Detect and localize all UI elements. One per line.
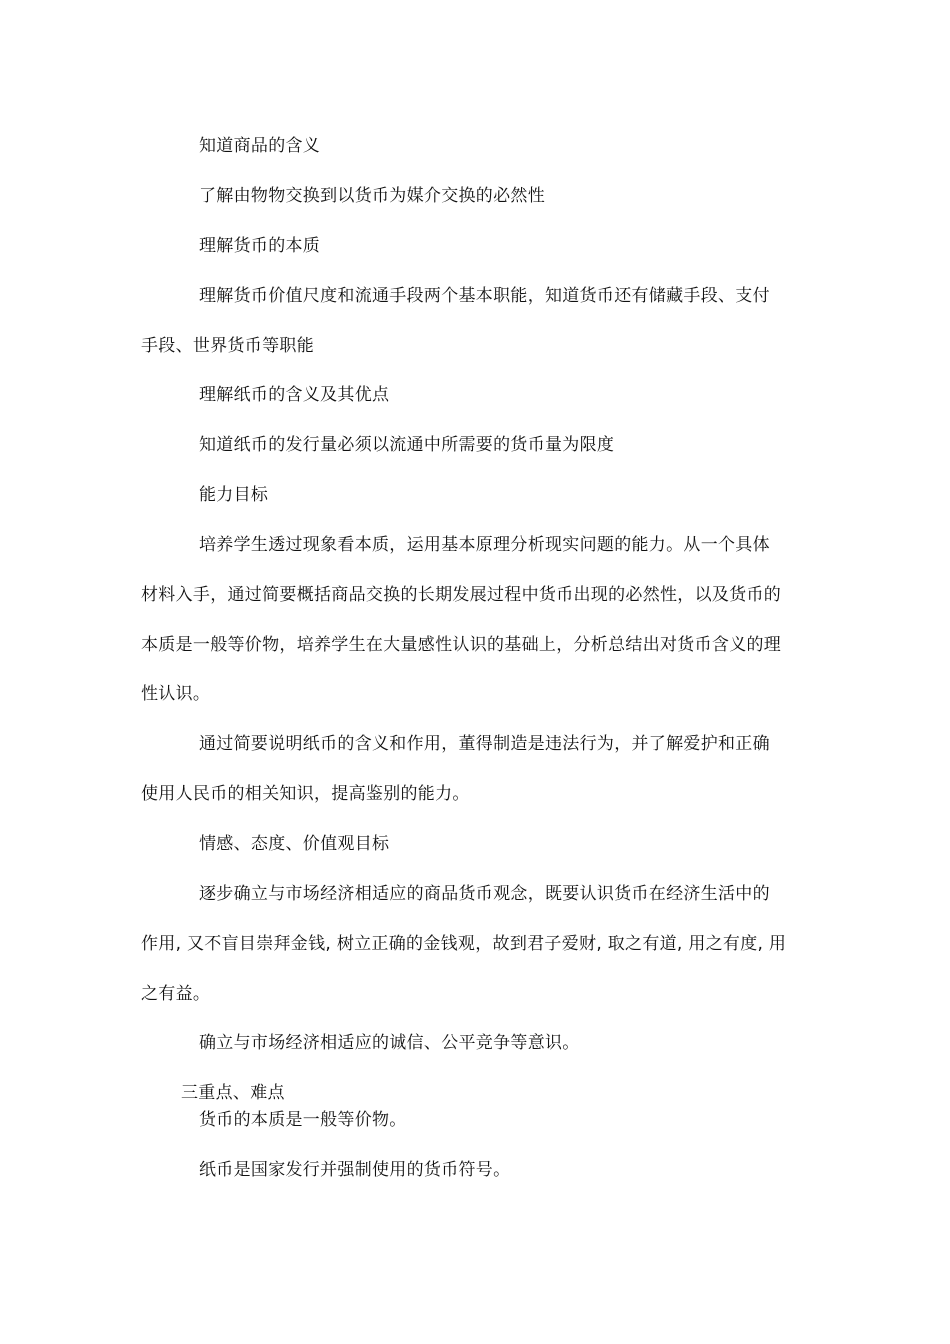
text-line: 货币的本质是一般等价物。 bbox=[199, 1110, 407, 1130]
text-line: 作用, 又不盲目崇拜金钱, 树立正确的金钱观，故到君子爱财, 取之有道, 用之有度, 用 bbox=[141, 934, 787, 954]
text-line: 手段、世界货币等职能 bbox=[141, 336, 314, 356]
text-line: 理解货币的本质 bbox=[199, 236, 321, 256]
text-line: 纸币是国家发行并强制使用的货币符号。 bbox=[199, 1160, 511, 1180]
text-line: 本质是一般等价物，培养学生在大量感性认识的基础上，分析总结出对货币含义的理 bbox=[141, 635, 782, 655]
text-line: 通过简要说明纸币的含义和作用，董得制造是违法行为，并了解爱护和正确 bbox=[199, 734, 770, 754]
text-line: 知道商品的含义 bbox=[199, 136, 321, 156]
text-line: 材料入手，通过简要概括商品交换的长期发展过程中货币出现的必然性，以及货币的 bbox=[141, 585, 782, 605]
text-line: 逐步确立与市场经济相适应的商品货币观念，既要认识货币在经济生活中的 bbox=[199, 884, 770, 904]
text-line: 确立与市场经济相适应的诚信、公平竞争等意识。 bbox=[199, 1033, 580, 1053]
section-heading: 三重点、难点 bbox=[181, 1083, 285, 1103]
text-line: 理解货币价值尺度和流通手段两个基本职能，知道货币还有储藏手段、支付 bbox=[199, 286, 770, 306]
text-line: 性认识。 bbox=[141, 684, 211, 704]
text-line: 了解由物物交换到以货币为媒介交换的必然性 bbox=[199, 186, 545, 206]
text-line: 使用人民币的相关知识，提高鉴别的能力。 bbox=[141, 784, 470, 804]
text-line: 知道纸币的发行量必须以流通中所需要的货币量为限度 bbox=[199, 435, 615, 455]
text-line: 理解纸币的含义及其优点 bbox=[199, 385, 390, 405]
section-heading: 情感、态度、价值观目标 bbox=[199, 834, 390, 854]
section-heading: 能力目标 bbox=[199, 485, 269, 505]
text-line: 培养学生透过现象看本质，运用基本原理分析现实问题的能力。从一个具体 bbox=[199, 535, 770, 555]
text-line: 之有益。 bbox=[141, 984, 211, 1004]
